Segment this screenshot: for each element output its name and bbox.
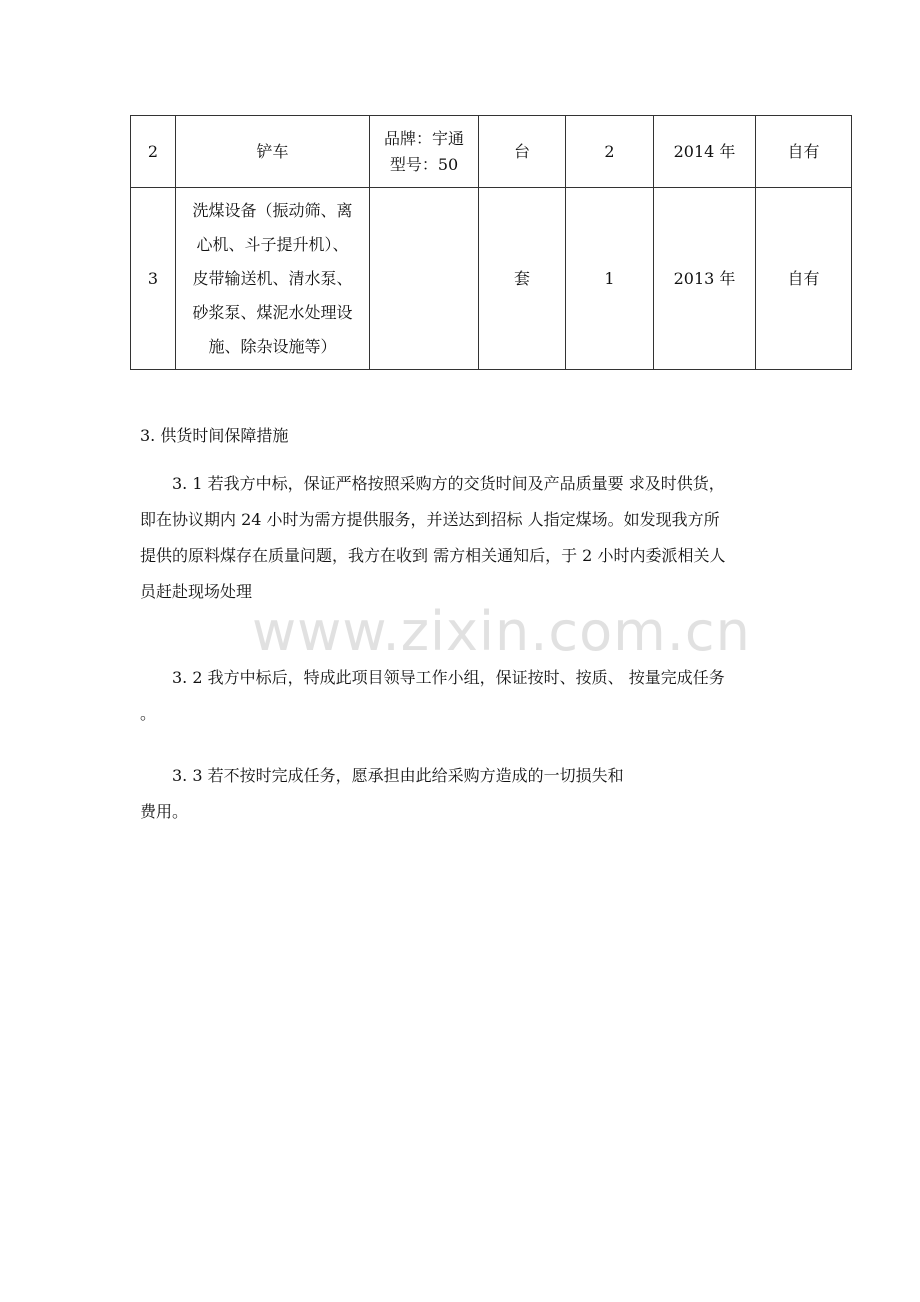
quantity-cell: 1 bbox=[566, 188, 654, 370]
paragraph-line: 3. 2 我方中标后，特成此项目领导工作小组，保证按时、按质、 按量完成任务 bbox=[140, 668, 725, 687]
spec-cell bbox=[370, 188, 479, 370]
paragraph-line: 员赶赴现场处理 bbox=[140, 582, 253, 601]
equipment-name-line: 施、除杂设施等） bbox=[208, 336, 337, 356]
equipment-name-cell bbox=[176, 188, 370, 370]
table-row bbox=[131, 116, 852, 188]
spec-cell bbox=[370, 116, 479, 188]
spec-line: 品牌：宇通 bbox=[383, 128, 464, 148]
paragraph-3-3 bbox=[140, 758, 852, 830]
unit-cell: 套 bbox=[479, 188, 566, 370]
spec-line: 型号：50 bbox=[389, 154, 459, 174]
equipment-name-line: 砂浆泵、煤泥水处理设 bbox=[192, 302, 353, 322]
year-cell: 2013 年 bbox=[654, 188, 756, 370]
paragraph-line: 费用。 bbox=[140, 802, 189, 821]
paragraph-line: 即在协议期内 24 小时为需方提供服务，并送达到招标 人指定煤场。如发现我方所 bbox=[140, 510, 720, 529]
unit-cell: 台 bbox=[479, 116, 566, 188]
row-number-cell: 3 bbox=[131, 188, 176, 370]
ownership-cell: 自有 bbox=[756, 116, 852, 188]
equipment-name-line: 洗煤设备（振动筛、离 bbox=[192, 200, 353, 220]
equipment-name-cell bbox=[176, 116, 370, 188]
section-heading: 3. 供货时间保障措施 bbox=[140, 426, 289, 445]
paragraph-3-1 bbox=[140, 466, 852, 610]
paragraph-line: 3. 3 若不按时完成任务，愿承担由此给采购方造成的一切损失和 bbox=[140, 766, 624, 785]
paragraph-line: 3. 1 若我方中标，保证严格按照采购方的交货时间及产品质量要 求及时供货， bbox=[140, 474, 725, 493]
paragraph-line: 提供的原料煤存在质量问题，我方在收到 需方相关通知后，于 2 小时内委派相关人 bbox=[140, 546, 726, 565]
paragraph-line: 。 bbox=[140, 704, 157, 723]
equipment-name-line: 心机、斗子提升机）、 bbox=[196, 234, 349, 254]
watermark: www.zixin.com.cn bbox=[252, 600, 751, 663]
paragraph-3-2 bbox=[140, 660, 852, 732]
table-row bbox=[131, 188, 852, 370]
year-cell: 2014 年 bbox=[654, 116, 756, 188]
row-number-cell: 2 bbox=[131, 116, 176, 188]
quantity-cell: 2 bbox=[566, 116, 654, 188]
ownership-cell: 自有 bbox=[756, 188, 852, 370]
equipment-table bbox=[130, 115, 852, 370]
equipment-name-line: 皮带输送机、清水泵、 bbox=[192, 268, 353, 288]
equipment-name-line: 铲车 bbox=[256, 141, 289, 161]
